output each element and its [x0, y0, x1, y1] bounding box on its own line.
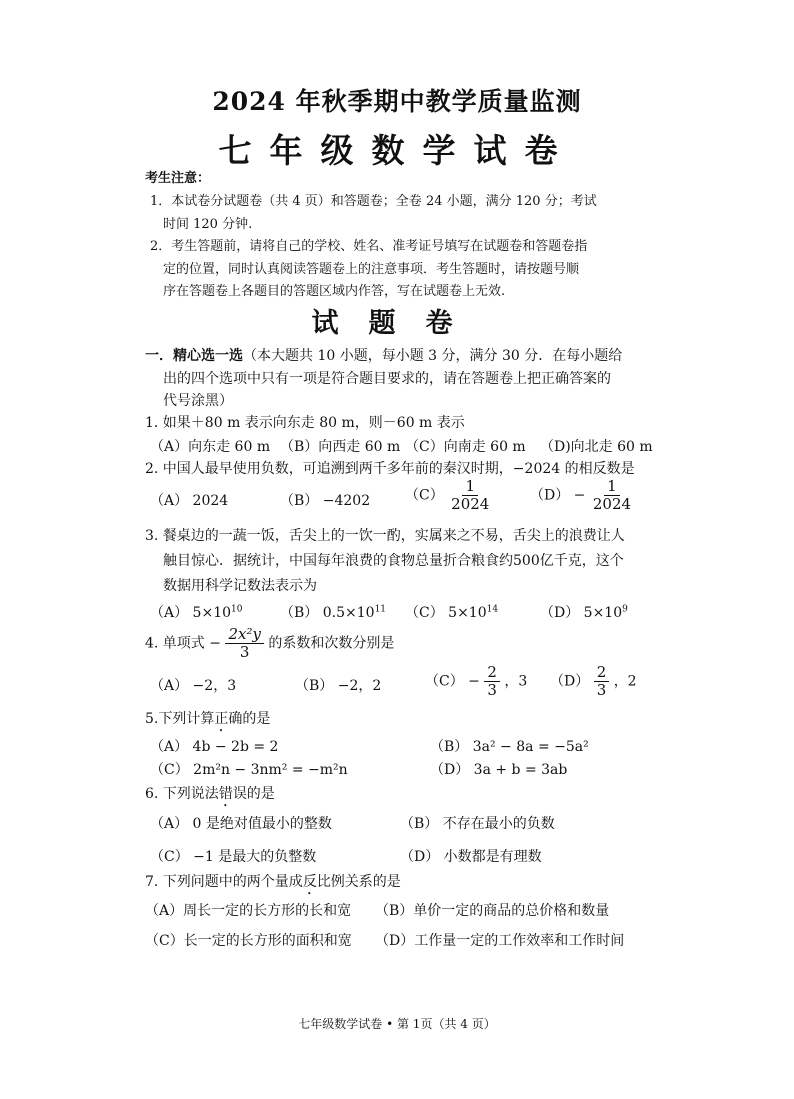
section-title: 试题卷: [311, 308, 483, 339]
q7-option-c: （C）长一定的长方形的面积和宽: [145, 933, 352, 949]
q7-stem: [145, 871, 401, 898]
q6-option-c: （C） −1 是最大的负整数: [150, 849, 317, 865]
q5-option-d: （D） 3a + b = 3ab: [430, 762, 568, 778]
q5-stem: [145, 708, 270, 735]
q3-c-base: （C） 5×10: [405, 605, 487, 621]
notice-item2-line2: 定的位置，同时认真阅读答题卷上的注意事项．考生答题时，请按题号顺: [163, 262, 580, 277]
notice-item2-line1: 2．考生答题前，请将自己的学校、姓名、准考证号填写在试题卷和答题卷指: [150, 239, 588, 254]
q3-a-exp: 10: [231, 604, 243, 615]
q3-stem-line2: 触目惊心．据统计，中国每年浪费的食物总量折合粮食约500亿千克，这个: [163, 553, 624, 569]
q4-option-b: （B） −2，2: [295, 678, 382, 694]
q2-option-d-label: （D） −: [530, 487, 586, 504]
q2-option-c-fraction: [448, 478, 492, 513]
q7-stem-pre: 7. 下列问题中的两个量成: [145, 874, 303, 890]
q2-c-numerator: 1: [462, 478, 478, 496]
q2-stem: 2. 中国人最早使用负数，可追溯到两千多年前的秦汉时期，−2024 的相反数是: [145, 461, 635, 477]
q4-numerator: 2x²y: [225, 626, 264, 644]
q4-c-post: ，3: [504, 673, 528, 690]
q3-b-exp: 11: [374, 604, 387, 615]
q4-stem: [145, 626, 394, 661]
q4-option-c: [425, 664, 527, 699]
q2-c-denominator: 2024: [451, 495, 490, 513]
q1-option-d: （D)向北走 60 m: [540, 439, 653, 455]
notice-item2-line3: 序在答题卷上各题目的答题区域内作答，写在试题卷上无效.: [163, 284, 506, 299]
q2-d-denominator: 2024: [592, 495, 632, 513]
q6-stem-post: 误的是: [232, 786, 275, 802]
q7-option-a: （A）周长一定的长方形的长和宽: [145, 903, 352, 919]
notice-heading: 考生注意：: [145, 171, 211, 186]
q3-d-exp: 9: [622, 604, 628, 615]
q3-stem-line1: 3. 餐桌边的一蔬一饭，舌尖上的一饮一酌，实属来之不易，舌尖上的浪费让人: [145, 528, 625, 544]
section1-desc-line3: 代号涂黑）: [163, 393, 233, 409]
q3-option-d: [540, 602, 628, 622]
q7-option-b: （B）单价一定的商品的总价格和数量: [375, 903, 610, 919]
q4-option-a: （A） −2，3: [150, 678, 237, 694]
q2-option-c: [405, 478, 492, 513]
q6-stem: [145, 783, 275, 810]
q3-d-base: （D） 5×10: [540, 605, 623, 621]
q1-option-c: （C）向南走 60 m: [405, 439, 526, 455]
q3-option-b: [280, 602, 386, 622]
q5-stem-pre: 5.下列计算: [145, 711, 215, 727]
q7-stem-emphasis: 反: [302, 874, 317, 890]
q2-option-d-fraction: [590, 478, 634, 513]
q3-stem-line3: 数据用科学记数法表示为: [163, 578, 317, 594]
q1-stem: 1. 如果＋80 m 表示向东走 80 m，则－60 m 表示: [145, 415, 465, 431]
exam-title-line1: 2024 年秋季期中教学质量监测: [212, 87, 582, 116]
q5-stem-emphasis: 正: [214, 711, 229, 727]
q2-option-c-label: （C）: [405, 487, 444, 504]
q4-d-numerator: 2: [594, 664, 610, 682]
q4-d-post: ，2: [613, 673, 637, 690]
q4-c-denominator: 3: [487, 681, 497, 699]
section1-desc-line1: （本大题共 10 小题，每小题 3 分，满分 30 分．在每小题给: [243, 348, 623, 364]
q4-stem-post: 的系数和次数分别是: [268, 635, 395, 652]
q4-c-label: （C） −: [425, 673, 480, 690]
q4-denominator: 3: [239, 643, 250, 661]
q7-stem-post: 比例关系的是: [316, 874, 401, 890]
q4-option-d: [550, 664, 637, 699]
q2-option-a: （A） 2024: [150, 493, 229, 509]
section1-header: [145, 345, 622, 365]
q4-d-fraction: [594, 664, 610, 699]
q4-c-numerator: 2: [484, 664, 500, 682]
q1-option-b: （B）向西走 60 m: [280, 439, 401, 455]
q6-stem-emphasis: 错: [218, 786, 233, 802]
q3-a-base: （A） 5×10: [150, 605, 232, 621]
q6-option-b: （B） 不存在最小的负数: [400, 816, 555, 832]
q4-stem-pre: 4. 单项式 −: [145, 635, 221, 652]
q2-option-d: [530, 478, 634, 513]
q5-option-a: （A） 4b − 2b = 2: [150, 739, 279, 755]
q7-option-d: （D）工作量一定的工作效率和工作时间: [375, 933, 625, 949]
q4-d-label: （D）: [550, 673, 590, 690]
q2-option-b: （B） −4202: [280, 493, 371, 509]
notice-item1-line1: 1．本试卷分试题卷（共 4 页）和答题卷；全卷 24 小题，满分 120 分；考试: [150, 194, 597, 209]
q5-option-b: （B） 3a² − 8a = −5a²: [430, 739, 589, 755]
q3-b-base: （B） 0.5×10: [280, 605, 375, 621]
q4-c-fraction: [484, 664, 500, 699]
q5-stem-post: 确的是: [228, 711, 271, 727]
q6-option-a: （A） 0 是绝对值最小的整数: [150, 816, 332, 832]
q1-option-a: （A）向东走 60 m: [150, 439, 271, 455]
section1-heading: 一．精心选一选: [145, 348, 243, 364]
q6-stem-pre: 6. 下列说法: [145, 786, 219, 802]
page-footer: 七年级数学试卷 • 第 1页（共 4 页）: [298, 1017, 496, 1031]
exam-title-line2: 七年级数学试卷: [218, 131, 576, 170]
q4-d-denominator: 3: [596, 681, 607, 699]
section1-desc-line2: 出的四个选项中只有一项是符合题目要求的，请在答题卷上把正确答案的: [163, 371, 611, 387]
notice-item1-line2: 时间 120 分钟.: [163, 217, 253, 232]
q2-d-numerator: 1: [604, 478, 620, 496]
q5-option-c: （C） 2m²n − 3nm² = −m²n: [150, 762, 348, 778]
q3-option-a: [150, 602, 242, 622]
q6-option-d: （D） 小数都是有理数: [400, 849, 542, 865]
q3-option-c: [405, 602, 498, 622]
q3-c-exp: 14: [486, 604, 499, 615]
q4-monomial-fraction: [225, 626, 264, 661]
